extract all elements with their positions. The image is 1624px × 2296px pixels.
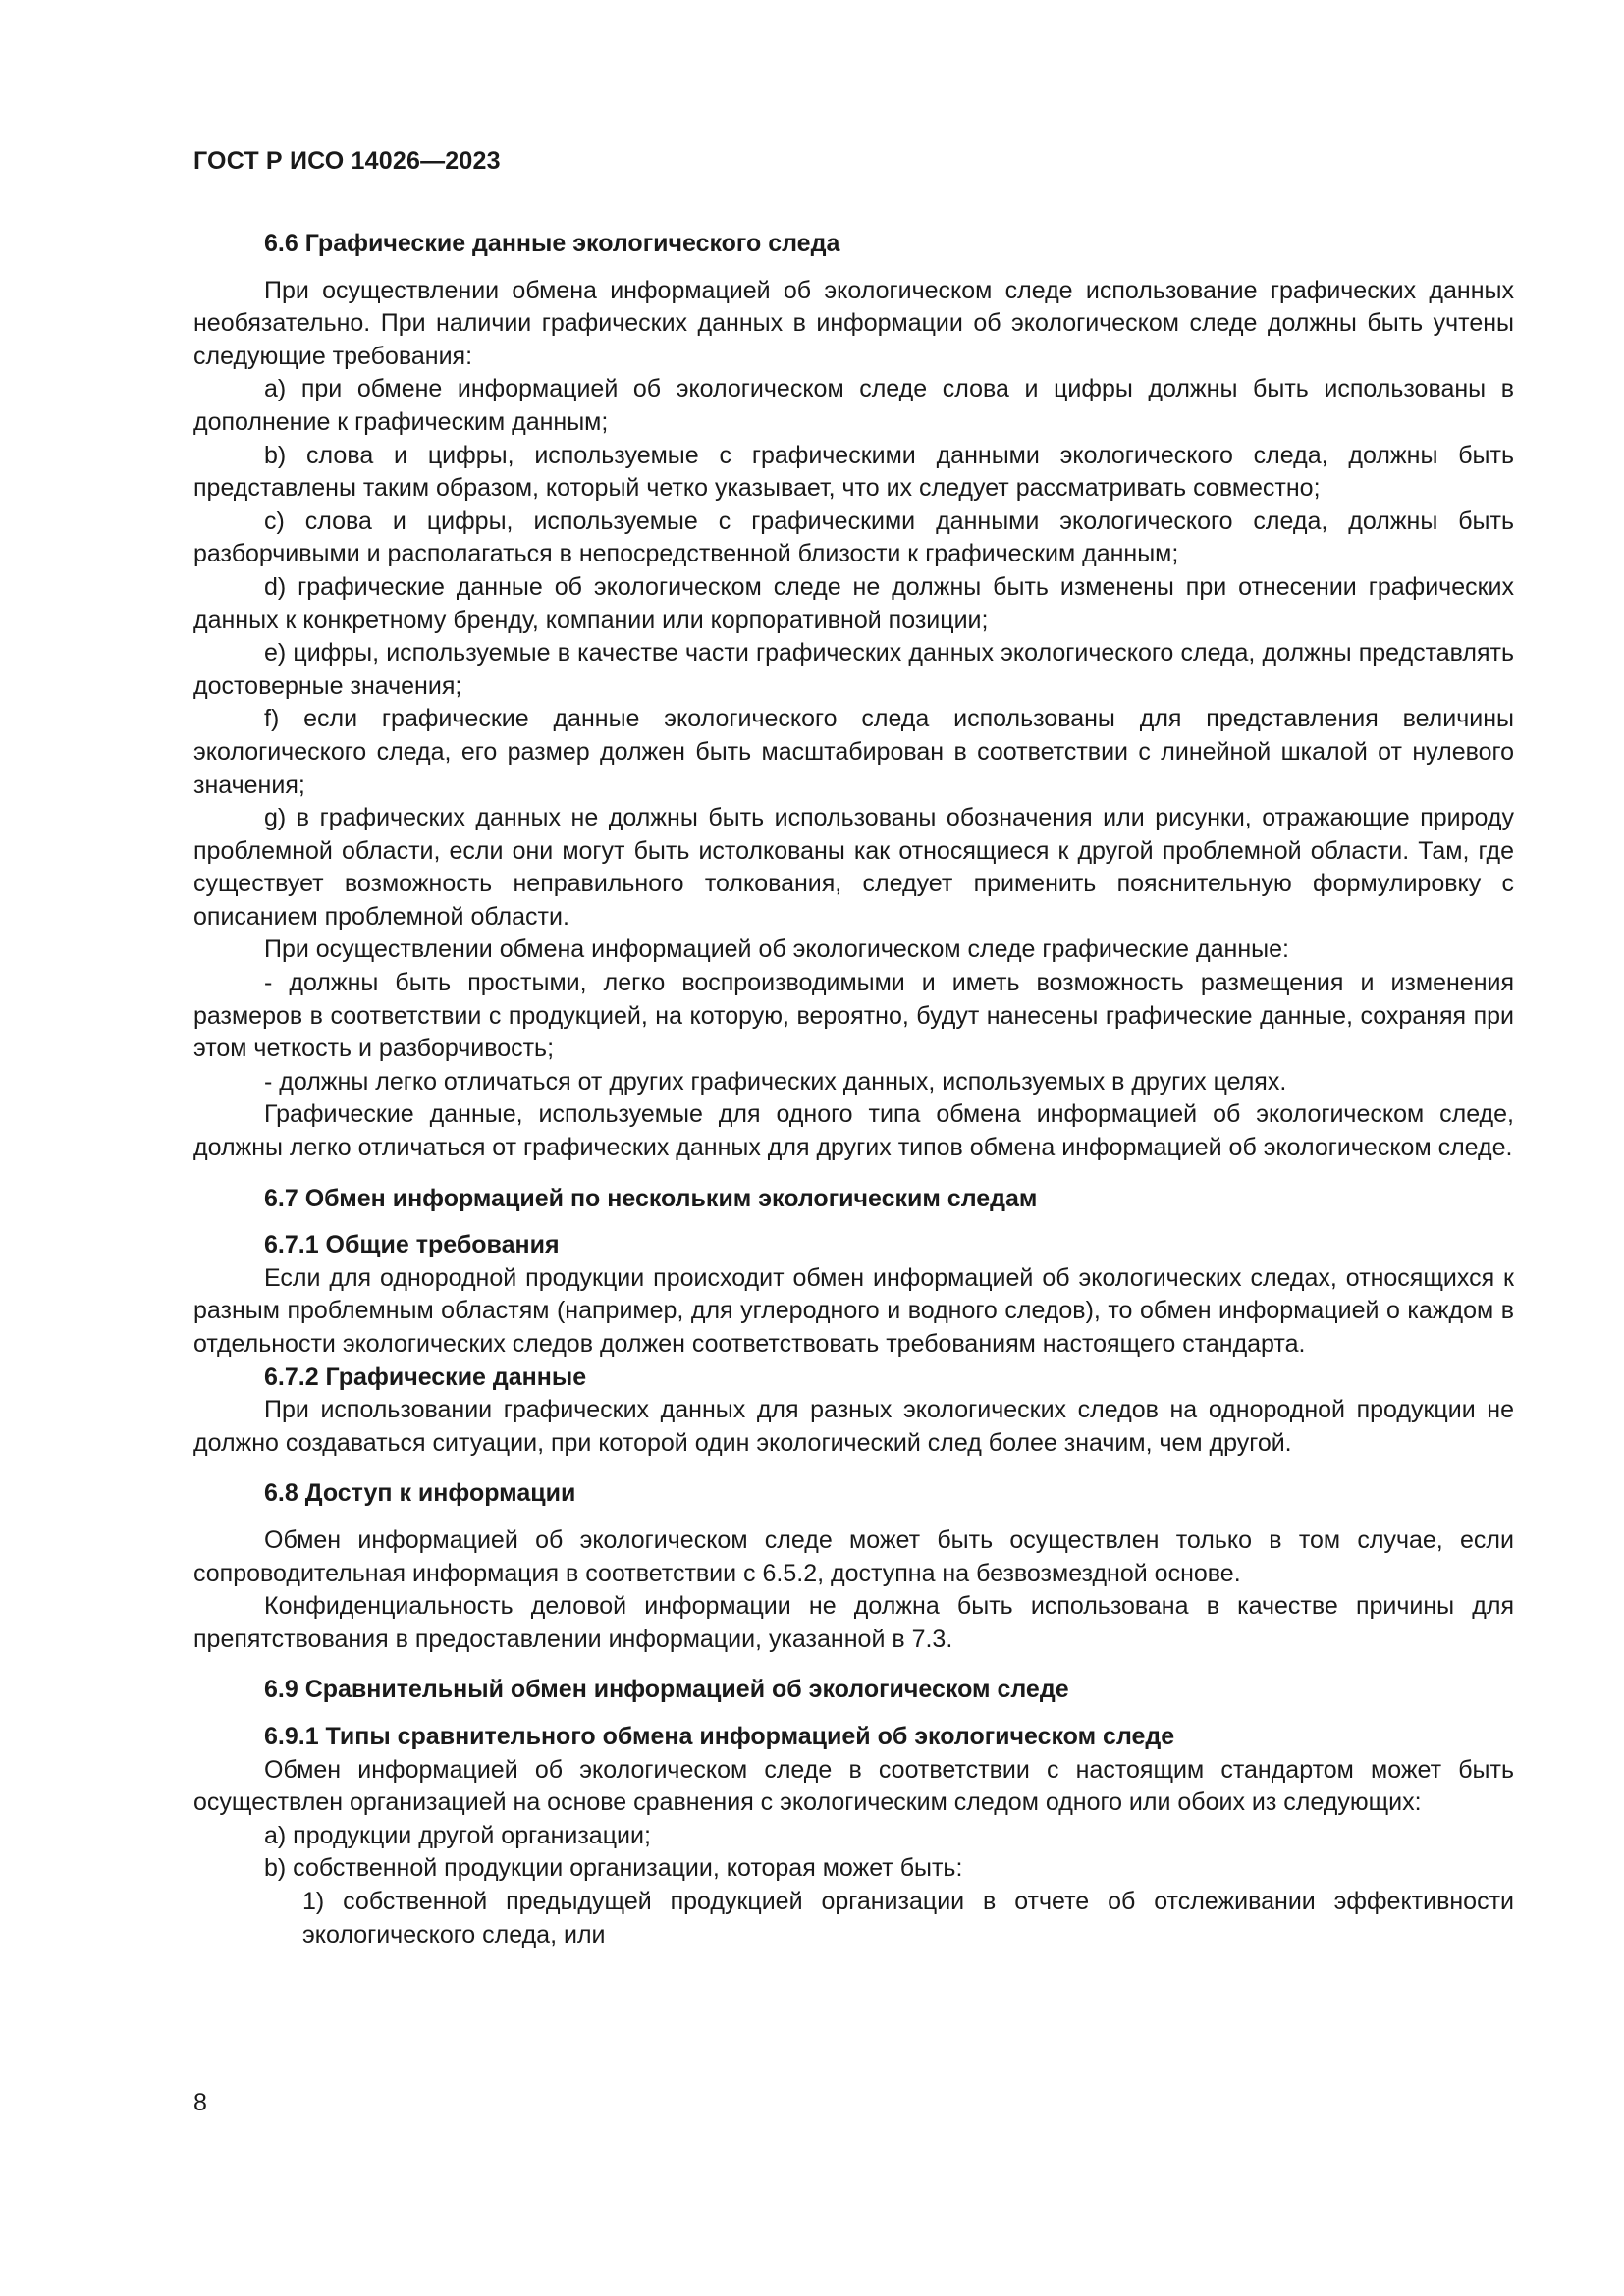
list-item-d: d) графические данные об экологическом следе не должны быть изменены при отнесении графических данных к конкретному бренду, компании или корпоративной позиции; bbox=[193, 572, 1514, 634]
document-header: ГОСТ Р ИСО 14026—2023 bbox=[193, 147, 501, 175]
list-item-b: b) собственной продукции организации, которая может быть: bbox=[264, 1854, 963, 1883]
section-6-6-title: 6.6 Графические данные экологического следа bbox=[264, 230, 840, 257]
page-content bbox=[193, 228, 1514, 1951]
list-item-e: e) цифры, используемые в качестве части графических данных экологического следа, должны представлять достоверные значения; bbox=[193, 639, 1514, 700]
dash-item: - должны легко отличаться от других графических данных, используемых в других целях. bbox=[264, 1067, 1287, 1095]
section-6-7-2-title: 6.7.2 Графические данные bbox=[264, 1362, 587, 1391]
list-item-f: f) если графические данные экологического следа использованы для представления величины экологического следа, его размер должен быть масштабирован в соответствии с линейной шкалой от нулевого значения; bbox=[193, 705, 1514, 799]
section-6-9-1-title: 6.9.1 Типы сравнительного обмена информацией об экологическом следе bbox=[264, 1722, 1175, 1750]
list-item-g: g) в графических данных не должны быть использованы обозначения или рисунки, отражающие природу проблемной области, если они могут быть истолкованы как относящиеся к другой проблемной области. Там, где существует возможность неправильного толкования, следует применить пояснительную формулировку с описанием проблемной области. bbox=[193, 804, 1514, 931]
paragraph: При осуществлении обмена информацией об экологическом следе графические данные: bbox=[264, 935, 1289, 964]
section-6-7-1-title: 6.7.1 Общие требования bbox=[264, 1231, 560, 1259]
paragraph: Если для однородной продукции происходит обмен информацией об экологических следах, относящихся к разным проблемным областям (например, для углеродного и водного следов), то обмен информацией о каждом в отдельности экологических следов должен соответствовать требованиям настоящего стандарта. bbox=[193, 1263, 1514, 1358]
paragraph: При использовании графических данных для разных экологических следов на однородной продукции не должно создаваться ситуации, при которой один экологический след более значим, чем другой. bbox=[193, 1396, 1514, 1457]
sub-list-item-1: 1) собственной предыдущей продукцией организации в отчете об отслеживании эффективности экологического следа, или bbox=[302, 1887, 1514, 1949]
section-6-7-title: 6.7 Обмен информацией по нескольким экологическим следам bbox=[264, 1184, 1038, 1212]
paragraph: Конфиденциальность деловой информации не должна быть использована в качестве причины для препятствования в предоставлении информации, указанной в 7.3. bbox=[193, 1592, 1514, 1653]
page-number: 8 bbox=[193, 2089, 207, 2116]
paragraph: Обмен информацией об экологическом следе в соответствии с настоящим стандартом может быть осуществлен организацией на основе сравнения с экологическим следом одного или обоих из следующих: bbox=[193, 1755, 1514, 1817]
paragraph: Обмен информацией об экологическом следе может быть осуществлен только в том случае, если сопроводительная информация в соответствии с 6.5.2, доступна на безвозмездной основе. bbox=[193, 1525, 1514, 1587]
list-item-a: a) при обмене информацией об экологическом следе слова и цифры должны быть использованы в дополнение к графическим данным; bbox=[193, 375, 1514, 436]
section-6-8-title: 6.8 Доступ к информации bbox=[264, 1479, 576, 1508]
dash-item: - должны быть простыми, легко воспроизводимыми и иметь возможность размещения и изменения размеров в соответствии с продукцией, на которую, вероятно, будут нанесены графические данные, сохраняя при этом четкость и разборчивость; bbox=[193, 969, 1514, 1063]
list-item-b: b) слова и цифры, используемые с графическими данными экологического следа, должны быть представлены таким образом, который четко указывает, что их следует рассматривать совместно; bbox=[193, 441, 1514, 503]
paragraph: Графические данные, используемые для одного типа обмена информацией об экологическом следе, должны легко отличаться от графических данных для других типов обмена информацией об экологическом следе. bbox=[193, 1100, 1514, 1162]
section-6-9-title: 6.9 Сравнительный обмен информацией об экологическом следе bbox=[264, 1676, 1069, 1704]
list-item-c: c) слова и цифры, используемые с графическими данными экологического следа, должны быть разборчивыми и располагаться в непосредственной близости к графическим данным; bbox=[193, 507, 1514, 568]
paragraph: При осуществлении обмена информацией об экологическом следе использование графических данных необязательно. При наличии графических данных в информации об экологическом следе должны быть учтены следующие требования: bbox=[193, 276, 1514, 370]
list-item-a: a) продукции другой организации; bbox=[264, 1821, 651, 1849]
